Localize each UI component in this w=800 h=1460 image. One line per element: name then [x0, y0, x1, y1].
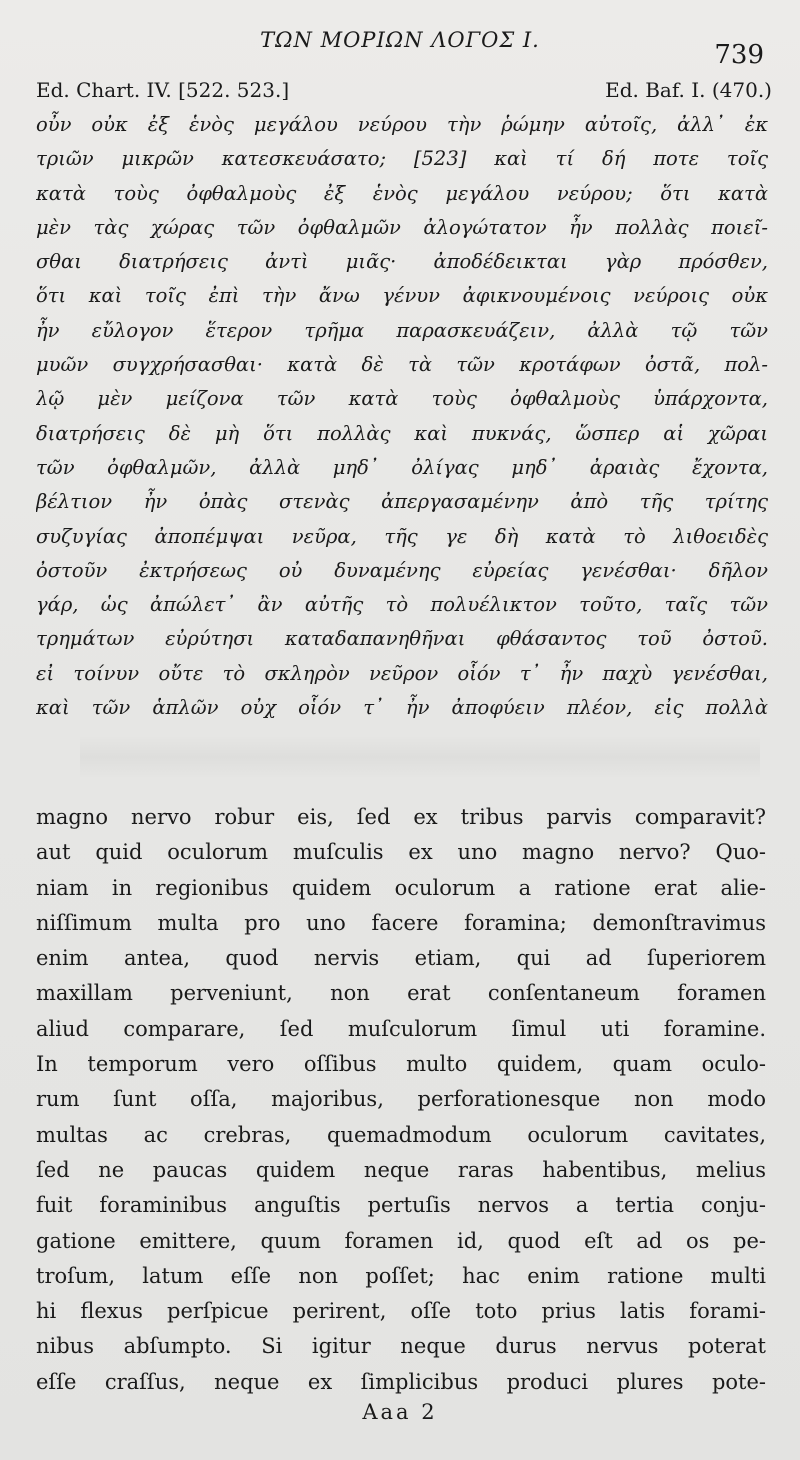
greek-text-line: οὖν οὐκ ἐξ ἑνὸς μεγάλου νεύρου τὴν ῥώμην αὐτοῖς, ἀλλ᾽ ἐκ	[36, 113, 768, 136]
latin-text-line: niſſimum multa pro uno facere foramina; demonſtravimus	[36, 910, 766, 935]
latin-text-line: gatione emittere, quum foramen id, quod eſt ad os pe-	[36, 1228, 766, 1253]
greek-text-line: εἰ τοίνυν οὔτε τὸ σκληρὸν νεῦρον οἷόν τ᾽ ἦν παχὺ γενέσθαι,	[36, 661, 768, 685]
latin-text-line: In temporum vero oſſibus multo quidem, quam oculo-	[36, 1052, 766, 1077]
paper-show-through	[80, 735, 760, 779]
greek-text-line: σθαι διατρήσεις ἀντὶ μιᾶς· ἀποδέδεικται γὰρ πρόσθεν,	[36, 250, 768, 274]
greek-text-line: καὶ τῶν ἁπλῶν οὐχ οἷόν τ᾽ ἦν ἀποφύειν πλέον, εἰς πολλὰ	[36, 696, 768, 720]
latin-text-line: magno nervo robur eis, ſed ex tribus parvis comparavit?	[36, 805, 766, 829]
greek-text-line: μὲν τὰς χώρας τῶν ὀφθαλμῶν ἀλογώτατον ἦν πολλὰς ποιεῖ-	[36, 215, 768, 239]
latin-text-line: multas ac crebras, quemadmodum oculorum cavitates,	[36, 1122, 766, 1147]
latin-text-line: aliud comparare, ſed muſculorum ſimul uti foramine.	[36, 1016, 766, 1041]
greek-text-line: λῷ μὲν μείζονα τῶν κατὰ τοὺς ὀφθαλμοὺς ὑπάρχοντα,	[36, 387, 768, 411]
greek-text-line: τῶν ὀφθαλμῶν, ἀλλὰ μηδ᾽ ὀλίγας μηδ᾽ ἀραιὰς ἔχοντα,	[36, 455, 768, 479]
greek-text-line: ἦν εὔλογον ἕτερον τρῆμα παρασκευάζειν, ἀλλὰ τῷ τῶν	[36, 318, 768, 342]
latin-text-line: rum ſunt oſſa, majoribus, perforationesque non modo	[36, 1087, 766, 1112]
latin-text-line: troſum, latum eſſe non poſſet; hac enim ratione multi	[36, 1263, 766, 1288]
greek-text-line: ὅτι καὶ τοῖς ἐπὶ τὴν ἄνω γένυν ἀφικνουμένοις νεύροις οὐκ	[36, 284, 768, 308]
edition-reference-right: Ed. Baf. I. (470.)	[605, 78, 772, 102]
page-number: 739	[714, 40, 764, 70]
latin-text-line: enim antea, quod nervis etiam, qui ad ſuperiorem	[36, 946, 766, 971]
greek-text-block	[36, 108, 768, 725]
latin-text-block	[36, 800, 766, 1400]
greek-text-line: διατρήσεις δὲ μὴ ὅτι πολλὰς καὶ πυκνάς, ὥσπερ αἱ χῶραι	[36, 421, 768, 445]
greek-text-line: κατὰ τοὺς ὀφθαλμοὺς ἐξ ἑνὸς μεγάλου νεύρου; ὅτι κατὰ	[36, 181, 768, 205]
greek-text-line: συζυγίας ἀποπέμψαι νεῦρα, τῆς γε δὴ κατὰ τὸ λιθοειδὲς	[36, 524, 768, 548]
latin-text-line: maxillam perveniunt, non erat conſentaneum foramen	[36, 981, 766, 1006]
greek-text-line: γάρ, ὡς ἀπώλετ᾽ ἂν αὐτῆς τὸ πολυέλικτον τοῦτο, ταῖς τῶν	[36, 593, 768, 617]
latin-text-line: nibus abſumpto. Si igitur neque durus nervus poterat	[36, 1334, 766, 1359]
edition-reference-left: Ed. Chart. IV. [522. 523.]	[36, 78, 290, 102]
greek-text-line: μυῶν συγχρήσασθαι· κατὰ δὲ τὰ τῶν κροτάφων ὀστᾶ, πολ-	[36, 353, 768, 377]
running-head: ΤΩΝ ΜΟΡΙΩΝ ΛΟΓΟΣ Ι.	[260, 28, 540, 52]
latin-text-line: niam in regionibus quidem oculorum a ratione erat alie-	[36, 875, 766, 900]
latin-text-line: hi flexus perſpicue perirent, oſſe toto prius latis forami-	[36, 1299, 766, 1324]
latin-text-line: aut quid oculorum muſculis ex uno magno nervo? Quo-	[36, 840, 766, 865]
greek-text-line: ὀστοῦν ἐκτρήσεως οὐ δυναμένης εὐρείας γενέσθαι· δῆλον	[36, 558, 768, 582]
latin-text-line: ſed ne paucas quidem neque raras habentibus, melius	[36, 1157, 766, 1182]
latin-text-line: fuit foraminibus anguſtis pertuſis nervos a tertia conju-	[36, 1193, 766, 1218]
greek-text-line: τρημάτων εὐρύτησι καταδαπανηθῆναι φθάσαντος τοῦ ὀστοῦ.	[36, 627, 768, 651]
latin-text-line: eſſe craſſus, neque ex ſimplicibus produci plures pote-	[36, 1369, 766, 1394]
greek-text-line: βέλτιον ἦν ὀπὰς στενὰς ἀπεργασαμένην ἀπὸ τῆς τρίτης	[36, 490, 768, 514]
greek-text-line: τριῶν μικρῶν κατεσκευάσατο; [523] καὶ τί δή ποτε τοῖς	[36, 147, 768, 171]
printer-signature: Aaa 2	[362, 1400, 438, 1424]
